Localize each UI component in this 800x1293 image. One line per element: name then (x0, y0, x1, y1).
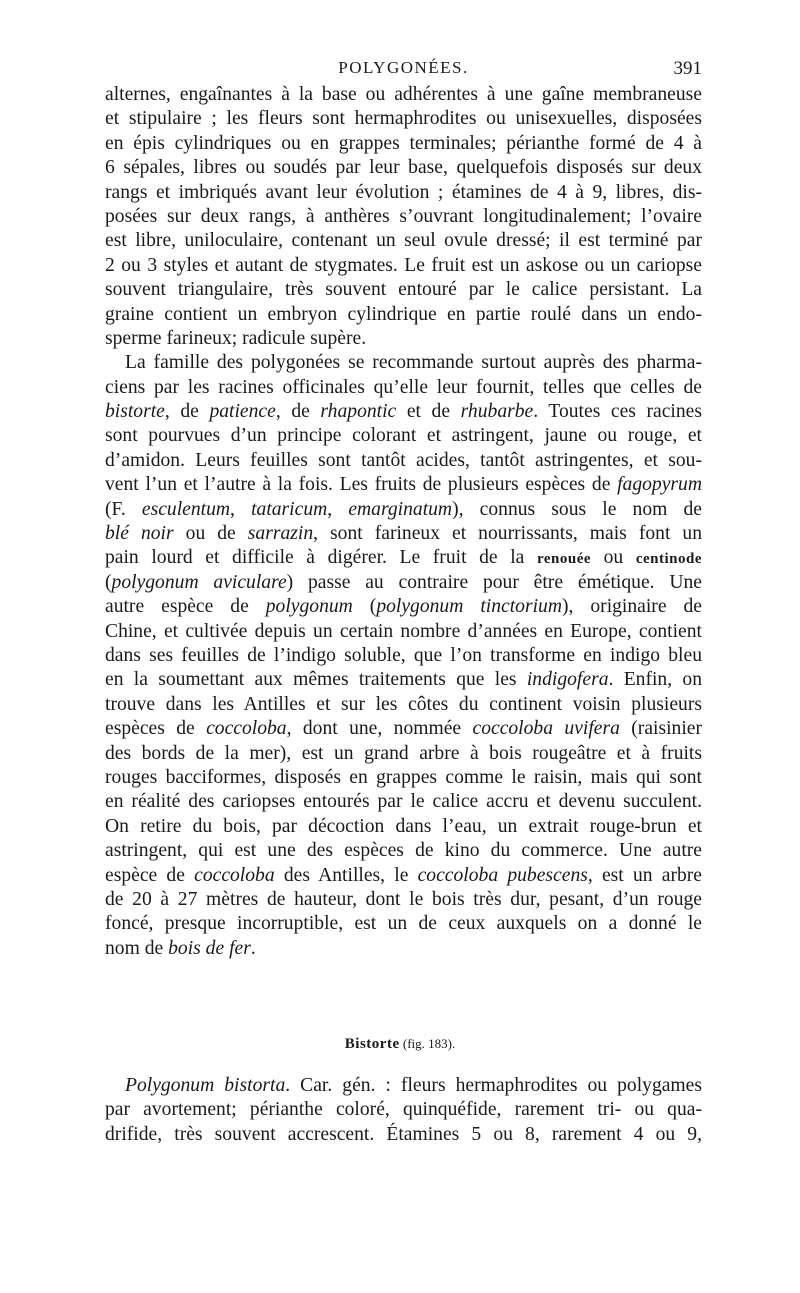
text-line (105, 1074, 702, 1098)
italic-term: tataricum (251, 498, 328, 520)
section-heading (0, 1036, 800, 1053)
text-line: souvent triangulaire, très souvent entouré par le calice persistant. La (105, 279, 702, 301)
text-span: ( (105, 571, 112, 593)
text-line: foncé, presque incorruptible, est un de ceux auxquels on a donné le (105, 913, 702, 935)
italic-term: esculentum (141, 498, 231, 520)
italic-term: Polygonum bistorta (125, 1075, 286, 1096)
text-line (105, 864, 702, 888)
italic-term: sarrazin (247, 523, 314, 545)
text-line (105, 522, 702, 546)
text-line: astringent, qui est une des espèces de kino du commerce. Une autre (105, 840, 702, 862)
section-text (105, 1074, 702, 1147)
text-line (105, 400, 702, 424)
text-line (105, 668, 702, 692)
text-span: , de (164, 401, 210, 423)
text-line (105, 473, 702, 497)
text-line: rouges bacciformes, disposés en grappes comme le raisin, mais qui sont (105, 766, 702, 788)
text-line: d’amidon. Leurs feuilles sont tantôt acides, tantôt astringentes, et sou- (105, 449, 702, 471)
text-span: , de (275, 401, 321, 423)
text-span: espèces de (105, 718, 207, 740)
text-line: Chine, et cultivée depuis un certain nombre d’années en Europe, contient (105, 620, 702, 642)
text-span: , est un arbre (587, 864, 702, 886)
italic-term: rhapontic (320, 401, 397, 423)
italic-term: patience (209, 401, 276, 423)
text-line: sont pourvues d’un principe colorant et astringent, jaune ou rouge, et (105, 425, 702, 447)
text-line: graine contient un embryon cylindrique en partie roulé dans un endo- (105, 303, 702, 325)
text-line: dans ses feuilles de l’indigo soluble, que l’on transforme en indigo bleu (105, 644, 702, 666)
text-span: . Enfin, on (608, 669, 703, 691)
text-span: et de (396, 401, 461, 423)
italic-term: bistorte (105, 401, 165, 423)
text-span: ), originaire de (561, 596, 702, 618)
italic-term: polygonum (265, 596, 353, 618)
text-span: ou (591, 547, 636, 569)
italic-term: emarginatum (348, 498, 453, 520)
text-line: sperme farineux; radicule supère. (105, 327, 367, 349)
text-line: posées sur deux rangs, à anthères s’ouvrant longitudinalement; l’ovaire (105, 205, 702, 227)
text-span: . Toutes ces racines (533, 401, 702, 423)
text-span: espèce de (105, 864, 195, 886)
text-line (105, 937, 702, 961)
bold-term: renouée (536, 551, 592, 568)
running-title: POLYGONÉES. (338, 58, 469, 77)
italic-term: blé noir (105, 523, 174, 545)
text-line: des bords de la mer), est un grand arbre à bois rougeâtre et à fruits (105, 742, 702, 764)
text-line: drifide, très souvent accrescent. Étamines 5 ou 8, rarement 4 ou 9, (105, 1123, 702, 1145)
text-span: vent l’un et l’autre à la fois. Les fruits de plusieurs espèces de (105, 474, 618, 496)
text-line: 2 ou 3 styles et autant de stygmates. Le fruit est un askose ou un cariopse (105, 254, 702, 276)
italic-term: coccoloba (194, 864, 275, 886)
figure-reference: (fig. 183). (399, 1036, 456, 1051)
text-span: en la soumettant aux mêmes traitements que les (105, 669, 527, 691)
text-span: ou de (173, 523, 248, 545)
page-number: 391 (673, 58, 702, 79)
text-line: est libre, uniloculaire, contenant un seul ovule dressé; il est terminé par (105, 230, 702, 252)
text-span: , sont farineux et nourrissants, mais font un (313, 523, 702, 545)
text-span: . Car. gén. : fleurs hermaphrodites ou polygames (285, 1075, 702, 1096)
italic-term: polygonum aviculare (111, 571, 287, 593)
text-line: 6 sépales, libres ou soudés par leur base, quelquefois disposés sur deux (105, 157, 702, 179)
bold-term: centinode (635, 551, 702, 568)
italic-term: coccoloba (206, 718, 287, 740)
text-line: trouve dans les Antilles et sur les côtes du continent voisin plusieurs (105, 693, 702, 715)
text-line (105, 717, 702, 741)
text-span: pain lourd et difficile à digérer. Le fruit de la (105, 547, 537, 569)
text-line (105, 546, 702, 570)
italic-term: fagopyrum (617, 474, 702, 496)
text-line: de 20 à 27 mètres de hauteur, dont le bois très dur, pesant, d’un rouge (105, 888, 702, 910)
italic-term: bois de fer (168, 937, 251, 959)
text-line: en réalité des cariopses entourés par le calice accru et devenu succulent. (105, 791, 702, 813)
italic-term: polygonum tinctorium (376, 596, 562, 618)
text-span: ( (352, 596, 377, 618)
running-header (105, 58, 702, 82)
text-line: La famille des polygonées se recommande surtout auprès des pharma- (125, 352, 702, 374)
text-span: (F. (105, 498, 142, 520)
text-span: . (250, 937, 256, 959)
text-span: , (327, 498, 349, 520)
text-line (105, 571, 702, 595)
text-line: rangs et imbriqués avant leur évolution ; étamines de 4 à 9, libres, dis- (105, 181, 702, 203)
text-line (105, 595, 702, 619)
text-span: , dont une, nommée (286, 718, 473, 740)
text-span: des Antilles, le (274, 864, 418, 886)
text-line: ciens par les racines officinales qu’elle leur fournit, telles que celles de (105, 376, 702, 398)
text-span: ), connus sous le nom de (452, 498, 702, 520)
text-span: ) passe au contraire pour être émétique. Une (286, 571, 702, 593)
text-span: (raisinier (619, 718, 703, 740)
italic-term: coccoloba pubescens (417, 864, 588, 886)
text-line: par avortement; périanthe coloré, quinquéfide, rarement tri- ou qua- (105, 1099, 702, 1121)
text-span: nom de (105, 937, 169, 959)
italic-term: coccoloba uvifera (472, 718, 620, 740)
text-span: autre espèce de (105, 596, 266, 618)
italic-term: rhubarbe (460, 401, 534, 423)
section-title: Bistorte (344, 1036, 400, 1052)
text-line: en épis cylindriques ou en grappes terminales; périanthe formé de 4 à (105, 132, 702, 154)
text-line: alternes, engaînantes à la base ou adhérentes à une gaîne membraneuse (105, 84, 702, 105)
text-line (105, 498, 702, 522)
text-line: On retire du bois, par décoction dans l’eau, un extrait rouge-brun et (105, 815, 702, 837)
main-text (105, 83, 702, 961)
italic-term: indigofera (526, 669, 609, 691)
text-line: et stipulaire ; les fleurs sont hermaphrodites ou unisexuelles, disposées (105, 108, 702, 130)
text-span: , (230, 498, 252, 520)
